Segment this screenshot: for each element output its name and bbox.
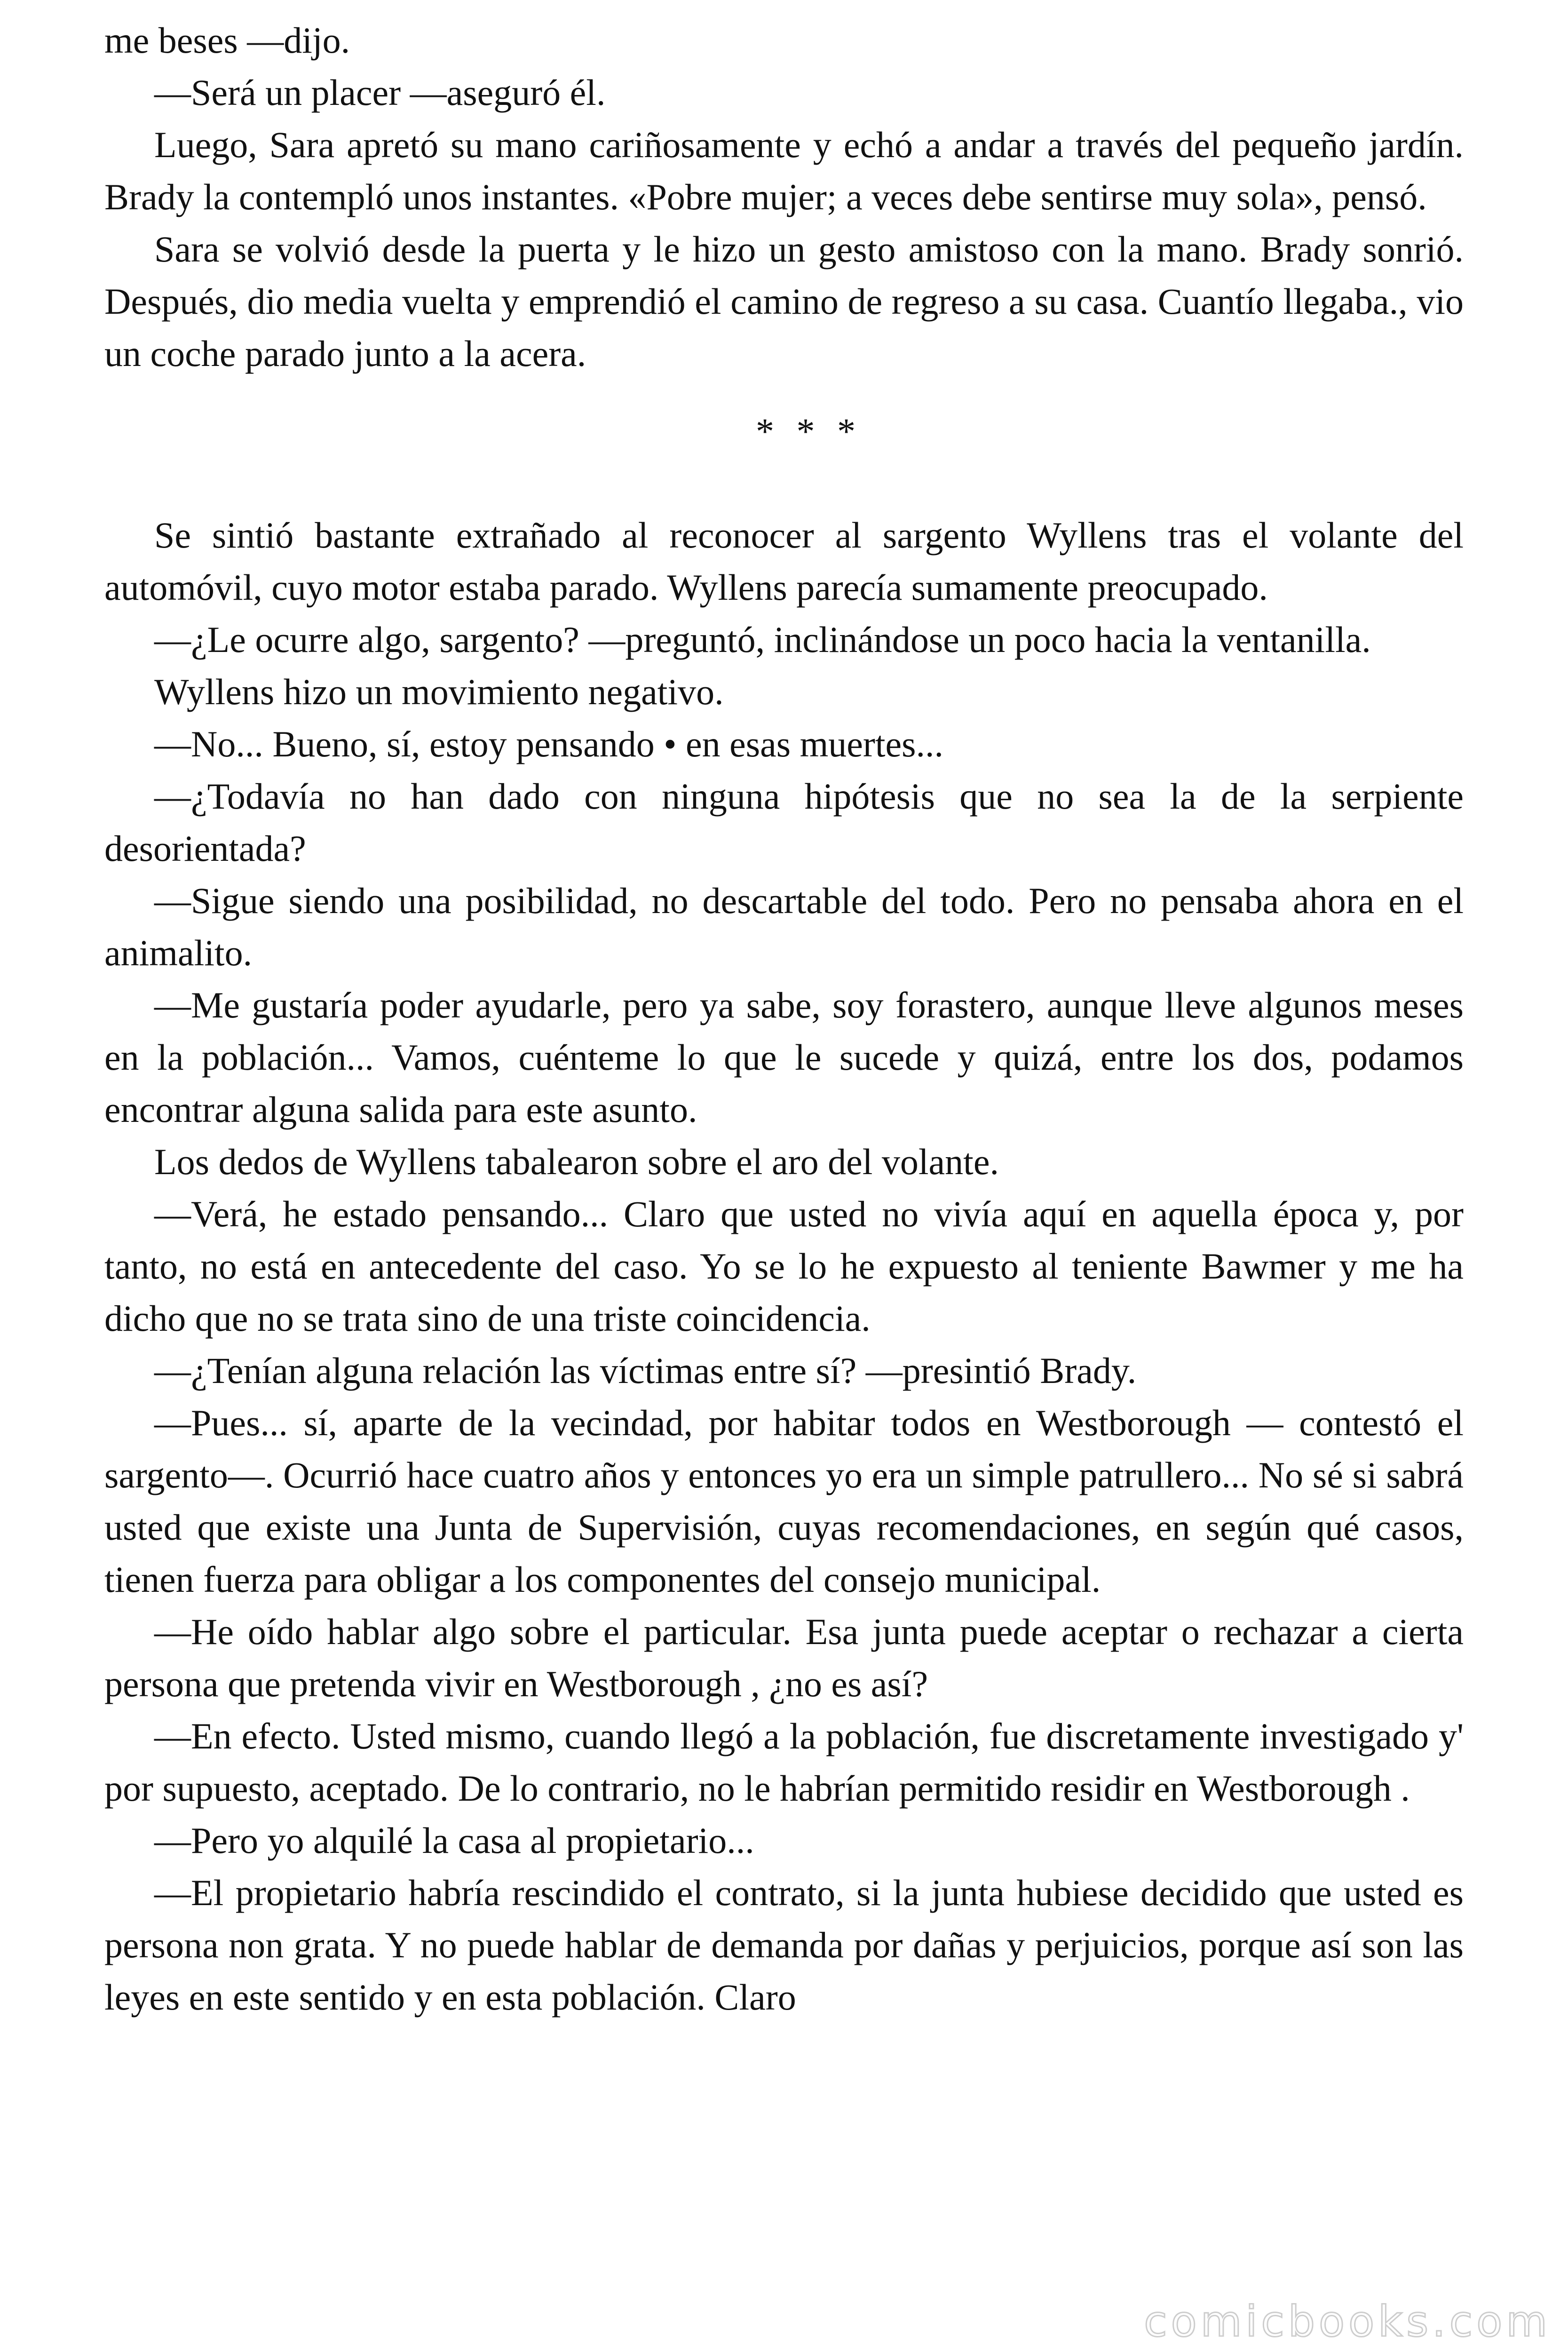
paragraph: —En efecto. Usted mismo, cuando llegó a la población, fue discretamente investigado y' por supuesto, aceptado. De lo contrario, no le habrían permitido residir en Westborough . bbox=[104, 1716, 1464, 1809]
paragraph: Wyllens hizo un movimiento negativo. bbox=[154, 671, 724, 712]
paragraph: —¿Tenían alguna relación las víctimas entre sí? —presintió Brady. bbox=[154, 1350, 1137, 1391]
paragraph: —Pero yo alquilé la casa al propietario... bbox=[154, 1820, 754, 1861]
paragraph: —Sigue siendo una posibilidad, no descartable del todo. Pero no pensaba ahora en el animalito. bbox=[104, 880, 1464, 973]
text-block-bottom bbox=[104, 509, 1464, 2023]
paragraph: —El propietario habría rescindido el contrato, si la junta hubiese decidido que usted es persona non grata. Y no puede hablar de demanda por dañas y perjuicios, porque así son las leyes en este sentido y en esta población. Claro bbox=[104, 1872, 1464, 2018]
paragraph: —No... Bueno, sí, estoy pensando • en esas muertes... bbox=[154, 723, 944, 764]
paragraph: Sara se volvió desde la puerta y le hizo un gesto amistoso con la mano. Brady sonrió. Después, dio media vuelta y emprendió el camino de regreso a su casa. Cuantío llegaba., vio un coche parado junto a la acera. bbox=[104, 229, 1464, 374]
text-block-top bbox=[104, 14, 1464, 380]
paragraph: —Me gustaría poder ayudarle, pero ya sabe, soy forastero, aunque lleve algunos meses en la población... Vamos, cuénteme lo que le sucede y quizá, entre los dos, podamos encontrar alguna salida para este asunto. bbox=[104, 985, 1464, 1130]
paragraph: —¿Todavía no han dado con ninguna hipótesis que no sea la de la serpiente desorientada? bbox=[104, 776, 1464, 869]
paragraph: me beses —dijo. bbox=[104, 20, 350, 61]
paragraph: —¿Le ocurre algo, sargento? —preguntó, inclinándose un poco hacia la ventanilla. bbox=[154, 619, 1371, 660]
paragraph: —Será un placer —aseguró él. bbox=[154, 72, 606, 113]
paragraph: —Pues... sí, aparte de la vecindad, por habitar todos en Westborough — contestó el sargento—. Ocurrió hace cuatro años y entonces yo era un simple patrullero... No sé si sabrá usted que existe una Junta de Supervisión, cuyas recomendaciones, en según qué casos, tienen fuerza para obligar a los componentes del consejo municipal. bbox=[104, 1402, 1464, 1600]
paragraph: —Verá, he estado pensando... Claro que usted no vivía aquí en aquella época y, por tanto, no está en antecedente del caso. Yo se lo he expuesto al teniente Bawmer y me ha dicho que no se trata sino de una triste coincidencia. bbox=[104, 1193, 1464, 1339]
paragraph: —He oído hablar algo sobre el particular. Esa junta puede aceptar o rechazar a cierta persona que pretenda vivir en Westborough , ¿no es así? bbox=[104, 1611, 1464, 1704]
section-separator: * * * bbox=[756, 411, 862, 452]
book-page bbox=[104, 14, 1464, 2023]
paragraph: Luego, Sara apretó su mano cariñosamente y echó a andar a través del pequeño jardín. Brady la contempló unos instantes. «Pobre mujer; a veces debe sentirse muy sola», pensó. bbox=[104, 124, 1464, 217]
paragraph: Se sintió bastante extrañado al reconocer al sargento Wyllens tras el volante del automóvil, cuyo motor estaba parado. Wyllens parecía sumamente preocupado. bbox=[104, 515, 1464, 608]
watermark: comicbooks.com bbox=[1144, 2297, 1551, 2346]
paragraph: Los dedos de Wyllens tabalearon sobre el aro del volante. bbox=[154, 1141, 999, 1182]
